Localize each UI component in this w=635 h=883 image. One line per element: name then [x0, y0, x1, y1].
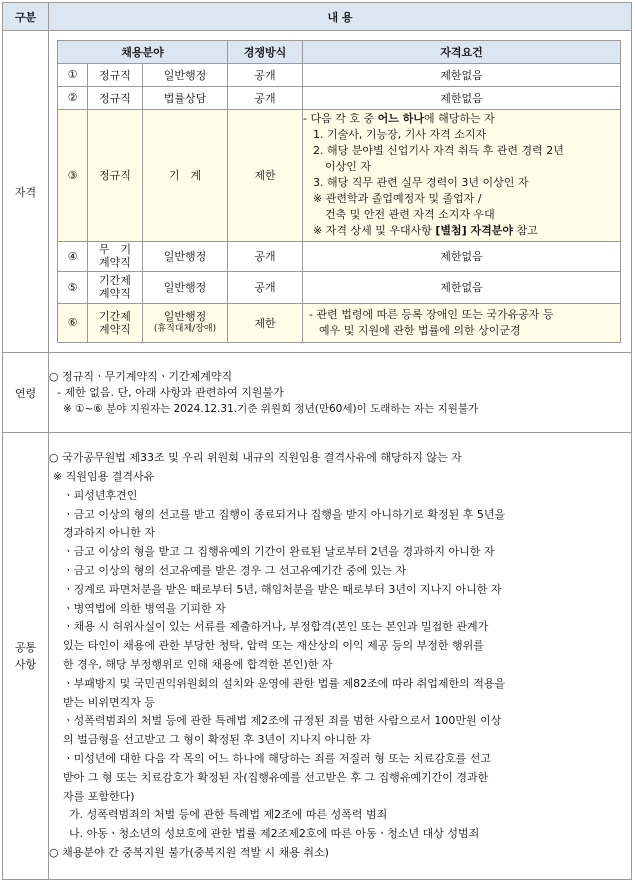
req-item-cont: 이상인 자 — [325, 160, 372, 173]
common-line: ※ 직원임용 결격사유 — [53, 470, 155, 484]
common-line: ㆍ금고 이상의 형의 선고유예를 받은 경우 그 선고유예기간 중에 있는 자 — [63, 564, 407, 578]
qualification-table — [57, 40, 621, 343]
employment-type: 기간제 계약직 — [88, 271, 143, 303]
common-line: 의 벌금형을 선고받고 그 형이 확정된 후 3년이 지나지 아니한 자 — [63, 733, 371, 747]
common-line: 자를 포함한다) — [63, 789, 135, 803]
job-field: 법률상담 — [143, 86, 228, 109]
employment-type: 무 기 계약직 — [88, 241, 143, 271]
requirement-detail — [303, 109, 621, 241]
common-line: ㆍ피성년후견인 — [63, 488, 138, 502]
row-number: ② — [58, 86, 88, 109]
age-note: ※ ①~⑥ 분야 지원자는 2024.12.31.기준 위원회 정년(만60세)이 도래하는 자는 지원불가 — [63, 402, 479, 415]
row-number: ④ — [58, 241, 88, 271]
requirement: 제한없음 — [303, 241, 621, 271]
job-field: 기 계 — [143, 109, 228, 241]
common-section — [49, 433, 632, 880]
common-line: 받는 비위면직자 등 — [63, 695, 156, 709]
common-line: ㆍ징계로 파면처분을 받은 때로부터 5년, 해임처분을 받은 때로부터 3년이 지나지 아니한 자 — [63, 582, 502, 596]
common-line: ○ 채용분야 간 중복지원 불가(중복지원 적발 시 채용 취소) — [49, 845, 329, 859]
req-note: ※ 자격 상세 및 우대사항 [별첨] 자격분야 참고 — [313, 224, 538, 237]
common-line: 받아 그 형 또는 치료감호가 확정된 자(집행유예를 선고받은 후 그 집행유예기간이 경과한 — [63, 770, 489, 784]
req-note-cont: 건축 및 안전 관련 자격 소지자 우대 — [325, 208, 495, 221]
competition-method: 제한 — [228, 109, 303, 241]
common-line: 나. 아동ㆍ청소년의 성보호에 관한 법률 제2조제2호에 따른 아동ㆍ청소년 대상 성범죄 — [69, 827, 480, 841]
common-line: ㆍ병역법에 의한 병역을 기피한 자 — [63, 601, 226, 615]
common-line: 있는 타인이 채용에 관한 부당한 청탁, 압력 또는 재산상의 이익 제공 등의 부정한 행위를 — [63, 639, 484, 653]
job-field: 일반행정 — [143, 271, 228, 303]
age-label: 연령 — [3, 353, 49, 433]
row-number: ⑤ — [58, 271, 88, 303]
competition-method: 공개 — [228, 271, 303, 303]
competition-method: 공개 — [228, 86, 303, 109]
common-line: 가. 성폭력범죄의 처벌 등에 관한 특례법 제2조에 따른 성폭력 범죄 — [69, 808, 388, 822]
common-line: ㆍ부패방지 및 국민권익위원회의 설치와 운영에 관한 법률 제82조에 따라 취업제한의 적용을 — [63, 676, 506, 690]
age-section — [49, 353, 632, 433]
common-line: 경과하지 아니한 자 — [63, 526, 156, 540]
common-line: ㆍ금고 이상의 형을 받고 그 집행유예의 기간이 완료된 날로부터 2년을 경과하지 아니한 자 — [63, 545, 495, 559]
col-method-header: 경쟁방식 — [228, 40, 303, 63]
req-note: ※ 관련학과 졸업예정자 및 졸업자 / — [313, 192, 482, 205]
requirement-detail: - 관련 법령에 따른 등록 장애인 또는 국가유공자 등 예우 및 지원에 관한 법률에 의한 상이군경 — [303, 303, 621, 342]
age-line: - 제한 없음. 단, 아래 사항과 관련하여 지원불가 — [57, 385, 284, 399]
recruitment-table — [2, 2, 632, 880]
competition-method: 공개 — [228, 241, 303, 271]
row-number: ⑥ — [58, 303, 88, 342]
common-line: ○ 국가공무원법 제33조 및 우리 위원회 내규의 직원임용 결격사유에 해당하지 않는 자 — [49, 451, 462, 465]
header-content: 내 용 — [49, 3, 632, 31]
job-field: 일반행정 — [143, 241, 228, 271]
common-line: ㆍ미성년에 대한 다음 각 목의 어느 하나에 해당하는 죄를 저질러 형 또는 치료감호를 선고 — [63, 751, 491, 765]
table-row-highlighted — [58, 109, 621, 241]
common-line: ㆍ채용 시 허위사실이 있는 서류를 제출하거나, 부정합격(본인 또는 본인과 밀접한 관계가 — [63, 620, 489, 634]
req-item: 1. 기술사, 기능장, 기사 자격 소지자 — [313, 128, 487, 141]
table-row — [58, 63, 621, 86]
employment-type: 정규직 — [88, 86, 143, 109]
job-field: 일반행정 — [143, 63, 228, 86]
job-field: 일반행정 (휴직대체/장애) — [143, 303, 228, 342]
req-item: 2. 해당 분야별 신업기사 자격 취득 후 관련 경력 2년 — [313, 144, 564, 157]
employment-type: 정규직 — [88, 109, 143, 241]
table-row-highlighted — [58, 303, 621, 342]
header-category: 구분 — [3, 3, 49, 31]
table-row — [58, 86, 621, 109]
qualification-label: 자격 — [3, 31, 49, 353]
req-intro: - 다음 각 호 중 어느 하나에 해당하는 자 — [303, 112, 495, 125]
competition-method: 제한 — [228, 303, 303, 342]
col-field-header: 채용분야 — [58, 40, 228, 63]
requirement: 제한없음 — [303, 271, 621, 303]
row-number: ① — [58, 63, 88, 86]
requirement: 제한없음 — [303, 86, 621, 109]
requirement: 제한없음 — [303, 63, 621, 86]
employment-type: 정규직 — [88, 63, 143, 86]
qualification-section — [49, 31, 632, 353]
age-line: ○ 정규직ㆍ무기계약직ㆍ기간제계약직 — [49, 369, 233, 383]
table-row — [58, 241, 621, 271]
table-row — [58, 271, 621, 303]
common-line: 한 경우, 해당 부정행위로 인해 채용에 합격한 본인)한 자 — [63, 658, 333, 671]
col-req-header: 자격요건 — [303, 40, 621, 63]
req-item: 3. 해당 직무 관련 실무 경력이 3년 이상인 자 — [313, 176, 529, 189]
common-line: ㆍ금고 이상의 형의 선고를 받고 집행이 종료되거나 집행을 받지 아니하기로 확정된 후 5년을 — [63, 507, 506, 521]
competition-method: 공개 — [228, 63, 303, 86]
row-number: ③ — [58, 109, 88, 241]
common-label: 공통 사항 — [3, 433, 49, 880]
common-line: ㆍ성폭력범죄의 처벌 등에 관한 특례법 제2조에 규정된 죄를 범한 사람으로서 100만원 이상 — [63, 714, 502, 728]
employment-type: 기간제 계약직 — [88, 303, 143, 342]
